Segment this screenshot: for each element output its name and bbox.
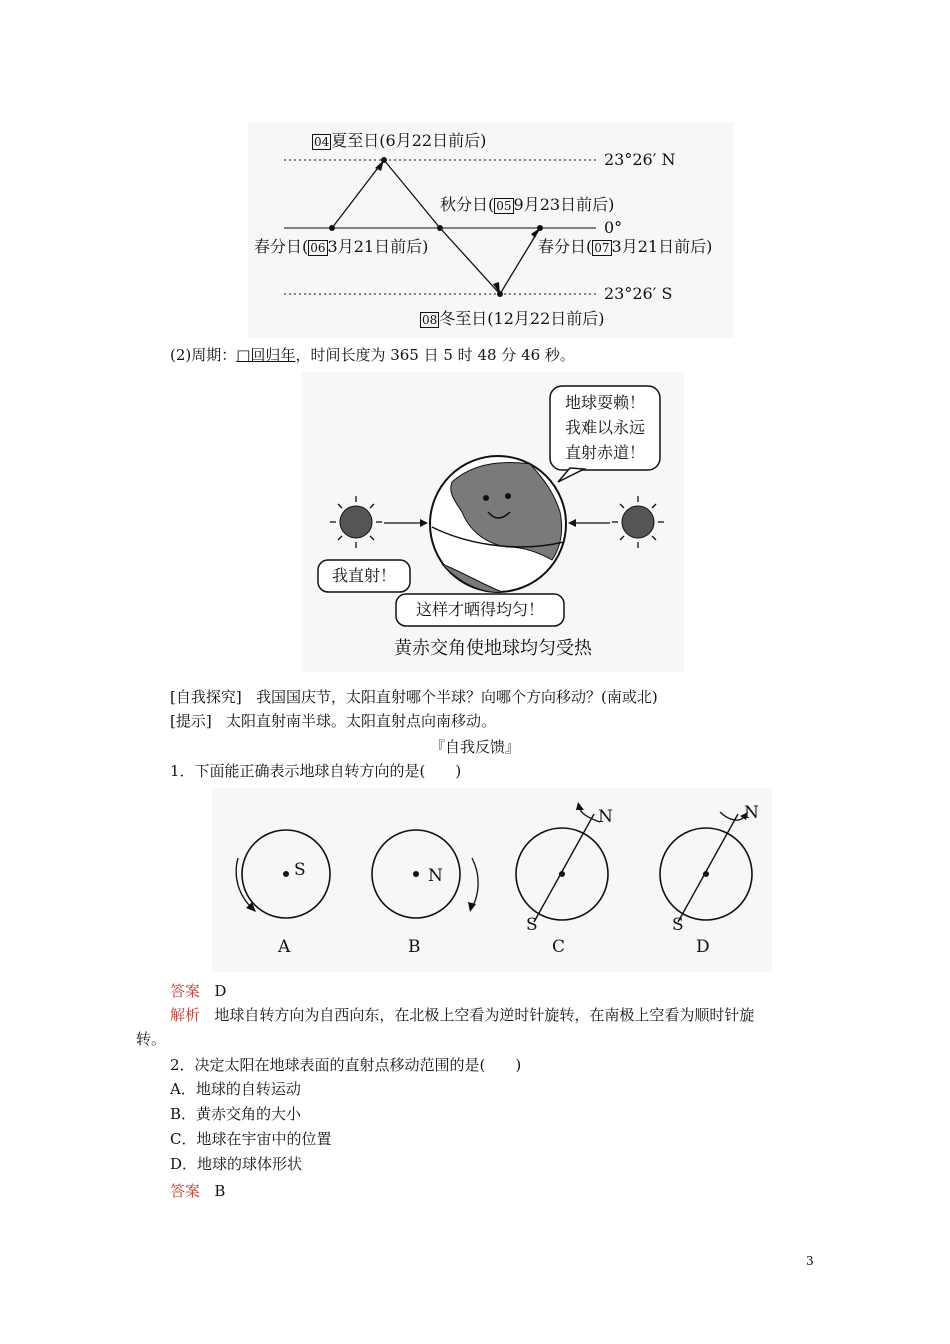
label-spring-1: 春分日( 06 3月21日前后) (254, 237, 429, 256)
rotation-options-figure (212, 788, 772, 972)
q1-analysis: 解析 地球自转方向为自西向东，在北极上空看为逆时针旋转，在南极上空看为顺时针旋 (170, 1006, 755, 1024)
lat-south-label: 23°26′ S (604, 284, 673, 303)
option-b-label: B (408, 937, 421, 957)
blank-05: 05 (496, 199, 512, 213)
option-c-south: S (526, 915, 538, 935)
label-autumn: 秋分日( 05 9月23日前后) (440, 195, 615, 214)
period-line: (2)周期：□回归年，时间长度为 365 日 5 时 48 分 46 秒。 (170, 346, 575, 364)
page-number: 3 (806, 1254, 814, 1268)
option-a-label: A (278, 937, 291, 957)
q2-option-d: D．地球的球体形状 (170, 1155, 303, 1173)
q2-option-a: A．地球的自转运动 (170, 1080, 301, 1098)
solar-migration-diagram (248, 122, 734, 338)
migration-path (332, 160, 540, 294)
label-winter: 08 冬至日(12月22日前后) (422, 309, 605, 328)
option-d-axis (678, 814, 738, 922)
option-a-pole: S (294, 860, 306, 880)
q2-option-c: C．地球在宇宙中的位置 (170, 1130, 332, 1148)
blank-04: 04 (314, 135, 330, 149)
q2-answer: 答案 B (170, 1182, 226, 1200)
option-d-south: S (672, 915, 684, 935)
feedback-title: 『自我反馈』 (429, 738, 520, 756)
explore-line: [自我探究] 我国国庆节，太阳直射哪个半球？向哪个方向移动？(南或北) (170, 688, 658, 706)
label-summer: 04 夏至日(6月22日前后) (314, 131, 487, 150)
cartoon-figure (302, 372, 684, 672)
option-c-label: C (552, 937, 566, 957)
sun-right-icon (622, 506, 654, 538)
question-2: 2．决定太阳在地球表面的直射点移动范围的是( ) (170, 1056, 522, 1074)
option-c-axis (534, 814, 594, 922)
q1-analysis-cont: 转。 (136, 1030, 167, 1048)
bubble-even-text: 这样才晒得均匀！ (415, 600, 544, 619)
option-d-north: N (744, 803, 759, 823)
option-d-label: D (696, 937, 710, 957)
blank-07: 07 (594, 241, 610, 255)
blank-06: 06 (310, 241, 326, 255)
option-b-pole: N (428, 866, 443, 886)
bubble-sun-text: 我直射！ (331, 566, 396, 585)
option-a-arrow (236, 858, 252, 908)
blank-09: □回归年 (236, 346, 296, 364)
label-spring-2: 春分日( 07 3月21日前后) (538, 237, 713, 256)
autumn-point (437, 225, 443, 231)
lat-equator-label: 0° (604, 218, 623, 237)
hint-line: [提示] 太阳直射南半球。太阳直射点向南移动。 (170, 712, 497, 730)
spring-point (329, 225, 335, 231)
option-b-arrow (472, 858, 478, 908)
question-1: 1．下面能正确表示地球自转方向的是( ) (170, 762, 462, 780)
cartoon-caption: 黄赤交角使地球均匀受热 (394, 638, 592, 659)
blank-08: 08 (422, 313, 438, 327)
option-c-north: N (598, 807, 613, 827)
q2-option-b: B．黄赤交角的大小 (170, 1105, 302, 1123)
bubble-earth-text: 地球耍赖！ 我难以永远 直射赤道！ (564, 393, 645, 462)
q1-answer: 答案 D (170, 982, 227, 1000)
sun-left-icon (340, 506, 372, 538)
lat-north-label: 23°26′ N (604, 150, 676, 169)
